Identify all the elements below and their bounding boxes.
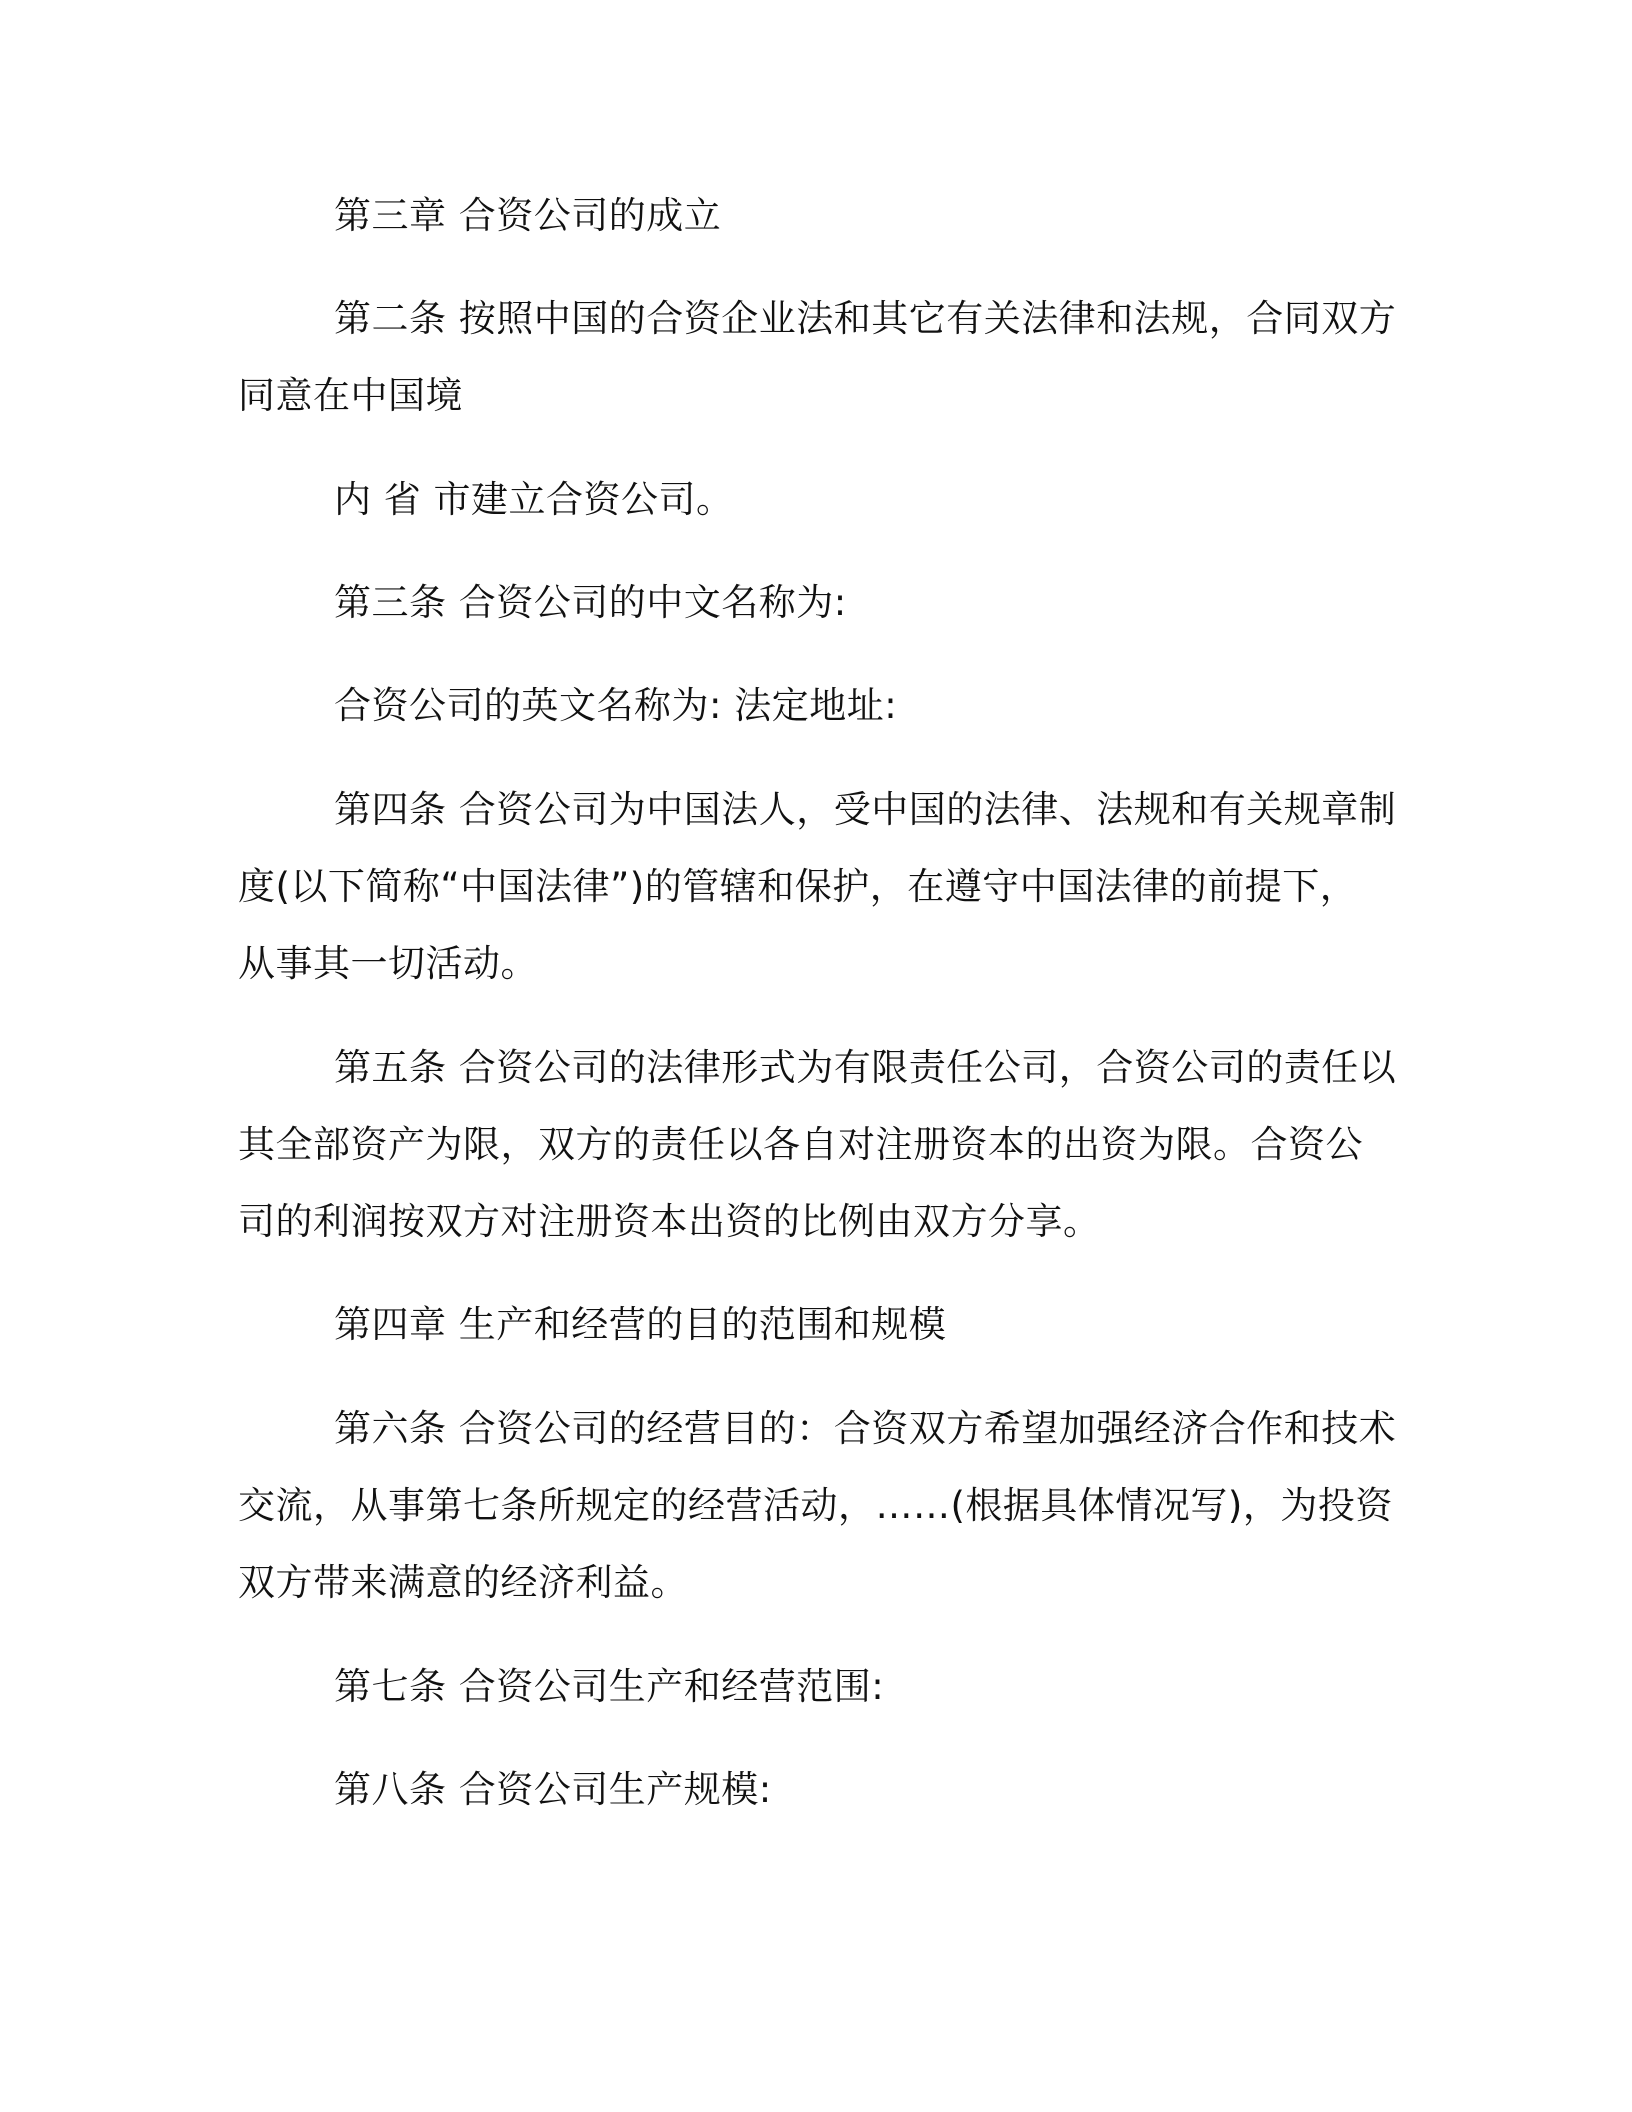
article-4-line-1: 第四条 合资公司为中国法人，受中国的法律、法规和有关规章制 [334,788,1397,831]
article-5-line-3: 司的利润按双方对注册资本出资的比例由双方分享。 [238,1200,1101,1243]
chapter-3-heading: 第三章 合资公司的成立 [334,194,722,237]
article-2-line-3: 内 省 市建立合资公司。 [334,478,734,521]
article-2-line-2: 同意在中国境 [238,374,463,417]
article-5-line-1: 第五条 合资公司的法律形式为有限责任公司，合资公司的责任以 [334,1046,1397,1089]
article-6-line-1: 第六条 合资公司的经营目的：合资双方希望加强经济合作和技术 [334,1407,1397,1450]
article-4-line-2: 度(以下简称“中国法律”)的管辖和保护，在遵守中国法律的前提下， [238,865,1358,908]
article-8-scale: 第八条 合资公司生产规模: [334,1768,772,1811]
article-3-chinese-name: 第三条 合资公司的中文名称为: [334,581,847,624]
article-6-line-3: 双方带来满意的经济利益。 [238,1561,688,1604]
article-7-scope: 第七条 合资公司生产和经营范围: [334,1665,885,1708]
article-2-line-1: 第二条 按照中国的合资企业法和其它有关法律和法规，合同双方 [334,297,1397,340]
article-3-english-name: 合资公司的英文名称为: 法定地址: [334,684,898,727]
article-4-line-3: 从事其一切活动。 [238,942,538,985]
chapter-4-heading: 第四章 生产和经营的目的范围和规模 [334,1303,947,1346]
article-5-line-2: 其全部资产为限，双方的责任以各自对注册资本的出资为限。合资公 [238,1123,1363,1166]
article-6-line-2: 交流，从事第七条所规定的经营活动，……(根据具体情况写)，为投资 [238,1484,1393,1527]
